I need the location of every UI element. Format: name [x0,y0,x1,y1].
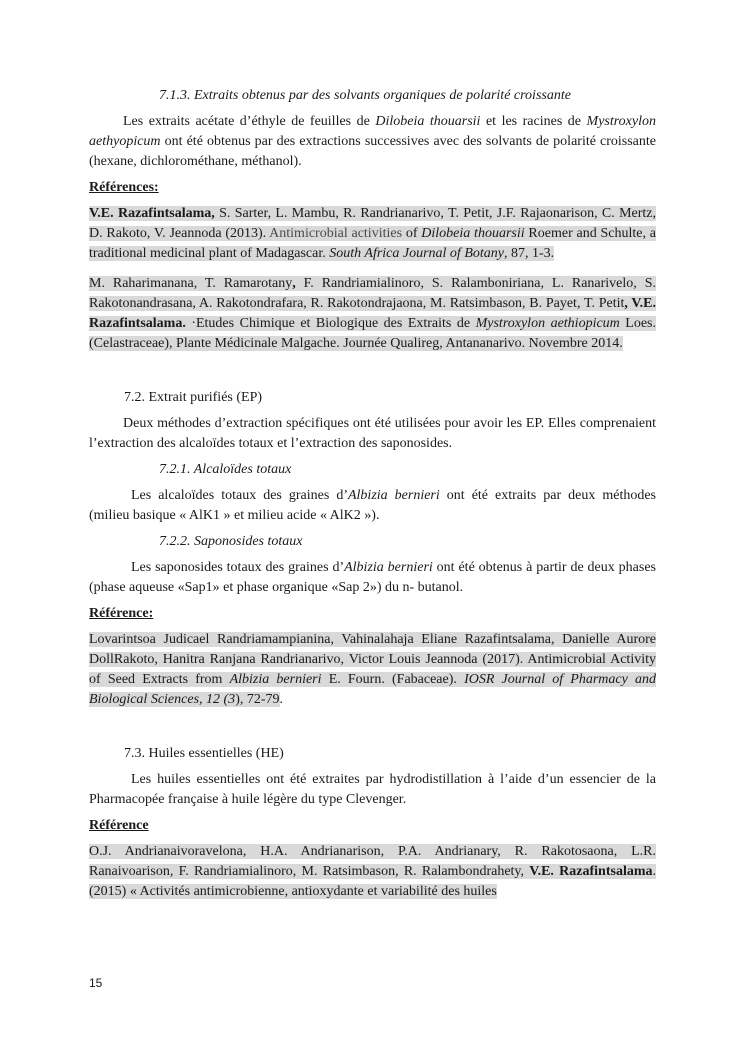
reference-entry: M. Raharimanana, T. Ramarotany, F. Randriamialinoro, S. Ralamboniriana, L. Ranarivelo, S. Rakotonandrasana, A. Rakotondrafara, R. Rakotondrajaona, M. Ratsimbason, B. Payet, T. Petit, V.E. Razafintsalama. ·Etudes Chimique et Biologique des Extraits de Mystroxylon aethiopicum Loes. (Celastraceae), Plante Médicinale Malgache. Journée Qualireg, Antananarivo. Novembre 2014. [89,276,657,351]
paragraph-7-2-1: Les alcaloïdes totaux des graines d’Albizia bernieri ont été extraits par deux méthodes (milieu basique « AlK1 » et milieu acide « AlK2 »). [89,488,656,523]
section-heading-7-2-1: 7.2.1. Alcaloïdes totaux [159,462,292,477]
section-heading-7-3: 7.3. Huiles essentielles (HE) [124,746,284,761]
species-name: Mystroxylon aethyopicum [89,114,656,149]
section-heading-7-1-3: 7.1.3. Extraits obtenus par des solvants organiques de polarité croissante [159,88,571,103]
reference-label: Référence [89,818,149,833]
references-label: Références: [89,180,159,195]
section-heading-7-2-2: 7.2.2. Saponosides totaux [159,534,303,549]
paragraph-7-1-3: Les extraits acétate d’éthyle de feuilles de Dilobeia thouarsii et les racines de Mystroxylon aethyopicum ont été obtenus par des extractions successives avec des solvants de polarité croissante (hexane, dichlorométhane, méthanol). [89,114,656,169]
species-name: Albizia bernieri [347,488,440,503]
species-name: Dilobeia thouarsii [375,114,481,129]
paragraph-7-2: Deux méthodes d’extraction spécifiques ont été utilisées pour avoir les EP. Elles comprenaient l’extraction des alcaloïdes totaux et l’extraction des saponosides. [89,416,656,451]
reference-entry: V.E. Razafintsalama, S. Sarter, L. Mambu, R. Randrianarivo, T. Petit, J.F. Rajaonarison, C. Mertz, D. Rakoto, V. Jeannoda (2013). Antimicrobial activities of Dilobeia thouarsii Roemer and Schulte, a traditional medicinal plant of Madagascar. South Africa Journal of Botany, 87, 1-3. [89,206,657,261]
reference-entry: O.J. Andrianaivoravelona, H.A. Andrianarison, P.A. Andrianary, R. Rakotosaona, L.R. Ranaivoarison, F. Randriamialinoro, M. Ratsimbason, R. Ralambondrahety, V.E. Razafintsalama. (2015) « Activités antimicrobienne, antioxydante et variabilité des huiles [89,844,656,899]
paragraph-7-2-2: Les saponosides totaux des graines d’Albizia bernieri ont été obtenus à partir de deux phases (phase aqueuse «Sap1» et phase organique «Sap 2») du n- butanol. [89,560,656,595]
paragraph-7-3: Les huiles essentielles ont été extraites par hydrodistillation à l’aide d’un essencier de la Pharmacopée française à huile légère du type Clevenger. [89,772,656,807]
section-heading-7-2: 7.2. Extrait purifiés (EP) [124,390,263,405]
reference-entry: Lovarintsoa Judicael Randriamampianina, Vahinalahaja Eliane Razafintsalama, Danielle Aurore DollRakoto, Hanitra Ranjana Randrianarivo, Victor Louis Jeannoda (2017). Antimicrobial Activity of Seed Extracts from Albizia bernieri E. Fourn. (Fabaceae). IOSR Journal of Pharmacy and Biological Sciences, 12 (3), 72-79. [89,632,656,707]
species-name: Albizia bernieri [344,560,433,575]
reference-label: Référence: [89,606,154,621]
document-page [89,86,656,902]
page-number: 15 [89,976,103,990]
